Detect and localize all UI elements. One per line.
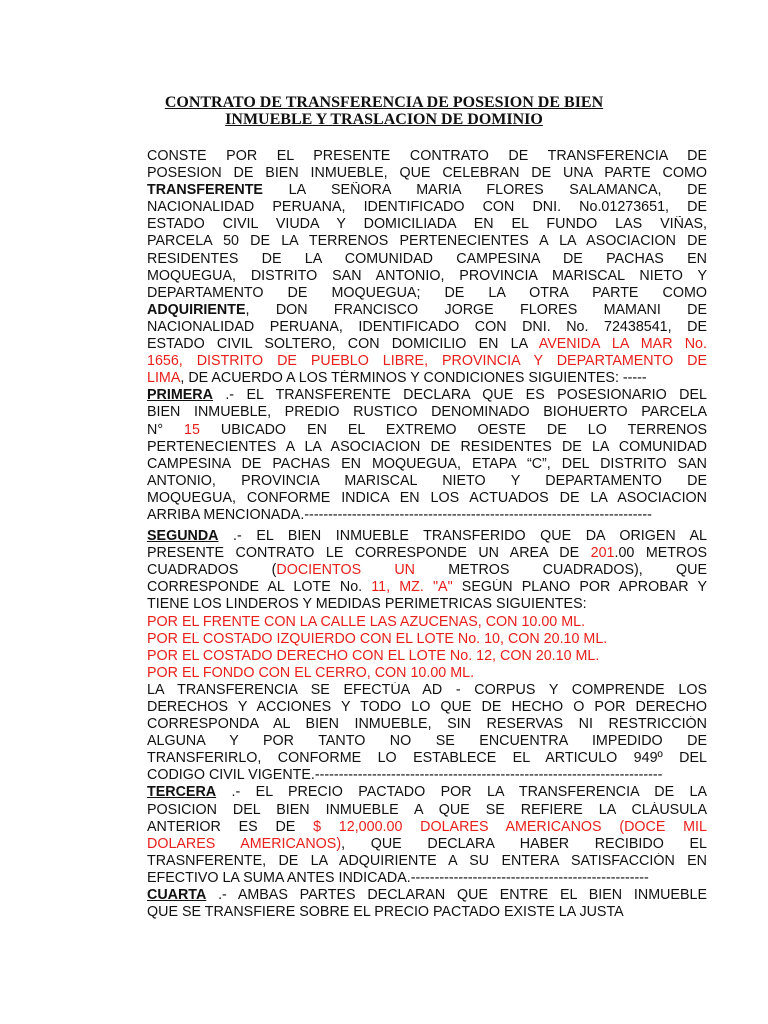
adquiriente-label: ADQUIRIENTE <box>147 301 246 318</box>
text-line: CAMPESINA DE PACHAS EN MOQUEGUA, ETAPA “C”, DEL DISTRITO SAN <box>147 455 707 472</box>
text-line: MOQUEGUA, DISTRITO SAN ANTONIO, PROVINCIA MARISCAL NIETO Y <box>147 267 707 284</box>
text-segment: ESTADO CIVIL SOLTERO, CON DOMICILIO EN LA <box>147 336 539 353</box>
text-line <box>147 528 707 545</box>
text-line: CORRESPONDA AL BIEN INMUEBLE, SIN RESERVAS NI RESTRICCIÓN <box>147 716 707 733</box>
contract-body <box>147 148 707 921</box>
text-segment: CORRESPONDE AL LOTE No. <box>147 579 372 596</box>
text-segment: , DE ACUERDO A LOS TÉRMINOS Y CONDICIONES SIGUIENTES: ----- <box>180 370 647 387</box>
text-line: LA TRANSFERENCIA SE EFECTÚA AD - CORPUS Y COMPRENDE LOS <box>147 681 707 698</box>
clause-heading-tercera: TERCERA <box>147 784 217 801</box>
text-segment: .- EL TRANSFERENTE DECLARA QUE ES POSESIONARIO DEL <box>212 387 707 404</box>
text-line: TRASNFERENTE, DE LA ADQUIRIENTE A SU ENTERA SATISFACCIÓN EN <box>147 852 707 869</box>
text-line: PERTENECIENTES A LA ASOCIACION DE RESIDENTES DE LA COMUNIDAD <box>147 438 707 455</box>
boundary-line-izquierdo: POR EL COSTADO IZQUIERDO CON EL LOTE No. 10, CON 20.10 ML. <box>147 630 608 647</box>
boundary-line-fondo: POR EL FONDO CON EL CERRO, CON 10.00 ML. <box>147 664 475 681</box>
text-segment: LA SEÑORA MARIA FLORES SALAMANCA, DE <box>262 182 707 199</box>
transferente-label: TRANSFERENTE <box>147 182 263 199</box>
text-line: MOQUEGUA, CONFORME INDICA EN LOS ACTUADOS DE LA ASOCIACION <box>147 489 707 506</box>
text-line: DEPARTAMENTO DE MOQUEGUA; DE LA OTRA PARTE COMO <box>147 284 707 301</box>
text-line: POSESION DE BIEN INMUEBLE, QUE CELEBRAN DE UNA PARTE COMO <box>147 165 707 182</box>
text-segment: METROS CUADRADOS), QUE <box>415 562 707 579</box>
text-line: ALGUNA Y POR TANTO NO SE ENCUENTRA IMPEDIDO DE <box>147 733 707 750</box>
text-segment: N° <box>147 421 185 438</box>
document-title-line-2: INMUEBLE Y TRASLACION DE DOMINIO <box>225 111 543 128</box>
text-line: ANTONIO, PROVINCIA MARISCAL NIETO Y DEPARTAMENTO DE <box>147 472 707 489</box>
text-line <box>147 562 707 579</box>
text-line <box>147 336 707 353</box>
text-segment: .- EL BIEN INMUEBLE TRANSFERIDO QUE DA ORIGEN AL <box>218 528 707 545</box>
text-line: EFECTIVO LA SUMA ANTES INDICADA.-------------------------------------------------- <box>147 869 649 886</box>
boundary-line-derecho: POR EL COSTADO DERECHO CON EL LOTE No. 12, CON 20.10 ML. <box>147 647 600 664</box>
lot-highlight: 11, MZ. "A" <box>371 579 453 596</box>
text-segment: CUADRADOS ( <box>147 562 277 579</box>
clause-heading-cuarta: CUARTA <box>147 887 207 904</box>
text-line <box>147 784 707 801</box>
text-line: PARCELA 50 DE LA TERRENOS PERTENECIENTES A LA ASOCIACION DE <box>147 233 707 250</box>
document-title-line-1: CONTRATO DE TRANSFERENCIA DE POSESION DE BIEN <box>164 94 604 111</box>
text-segment: , DON FRANCISCO JORGE FLORES MAMANI DE <box>245 301 707 318</box>
text-line <box>147 387 707 404</box>
text-segment: , QUE DECLARA HABER RECIBIDO EL <box>341 835 707 852</box>
clause-heading-primera: PRIMERA <box>147 387 213 404</box>
text-line: NACIONALIDAD PERUANA, IDENTIFICADO CON DNI. No.01273651, DE <box>147 199 707 216</box>
text-line <box>147 819 707 836</box>
text-line: RESIDENTES DE LA COMUNIDAD CAMPESINA DE PACHAS EN <box>147 250 707 267</box>
price-highlight: $ 12,000.00 DOLARES AMERICANOS (DOCE MIL <box>313 818 707 835</box>
text-segment: .- AMBAS PARTES DECLARAN QUE ENTRE EL BIEN INMUEBLE <box>206 887 707 904</box>
text-line: CONSTE POR EL PRESENTE CONTRATO DE TRANSFERENCIA DE <box>147 148 707 164</box>
address-highlight: 1656, DISTRITO DE PUEBLO LIBRE, PROVINCIA Y DEPARTAMENTO DE <box>147 353 707 370</box>
address-highlight: AVENIDA LA MAR No. <box>538 336 707 353</box>
text-line: TIENE LOS LINDEROS Y MEDIDAS PERIMETRICAS SIGUIENTES: <box>147 596 587 613</box>
text-line: DERECHOS Y ACCIONES Y TODO LO QUE DE HECHO O POR DERECHO <box>147 699 707 715</box>
address-highlight: LIMA <box>147 370 181 387</box>
text-line: POSICION DEL BIEN INMUEBLE A QUE SE REFIERE LA CLÁUSULA <box>147 801 707 818</box>
text-line <box>147 422 707 439</box>
text-line <box>147 370 707 387</box>
text-line <box>147 182 707 199</box>
text-segment: .00 METROS <box>614 545 707 562</box>
text-line <box>147 302 707 319</box>
area-highlight: 201 <box>590 545 615 562</box>
text-segment: PRESENTE CONTRATO LE CORRESPONDE UN AREA DE <box>147 545 591 562</box>
text-line: QUE SE TRANSFIERE SOBRE EL PRECIO PACTADO EXISTE LA JUSTA <box>147 904 624 921</box>
text-segment: .- EL PRECIO PACTADO POR LA TRANSFERENCIA DE LA <box>216 784 707 801</box>
text-line: BIEN INMUEBLE, PREDIO RUSTICO DENOMINADO BIOHUERTO PARCELA <box>147 404 707 421</box>
text-line: NACIONALIDAD PERUANA, IDENTIFICADO CON DNI. No. 72438541, DE <box>147 318 707 335</box>
text-segment: UBICADO EN EL EXTREMO OESTE DE LO TERRENOS <box>199 421 707 438</box>
text-line <box>147 579 707 596</box>
text-line <box>147 545 707 562</box>
text-line <box>147 887 707 904</box>
text-line: ARRIBA MENCIONADA.------------------------------------------------------------------------- <box>147 506 652 523</box>
clause-heading-segunda: SEGUNDA <box>147 528 219 545</box>
text-line: TRANSFERIRLO, CONFORME LO ESTABLECE EL ARTICULO 949º DEL <box>147 750 707 767</box>
text-segment: SEGÚN PLANO POR APROBAR Y <box>452 579 707 596</box>
text-line: ESTADO CIVIL VIUDA Y DOMICILIADA EN EL FUNDO LAS VIÑAS, <box>147 216 707 233</box>
text-line: CODIGO CIVIL VIGENTE.------------------------------------------------------------------------- <box>147 767 663 784</box>
price-highlight: DOLARES AMERICANOS) <box>147 835 342 852</box>
text-line <box>147 353 707 370</box>
text-segment: ANTERIOR ES DE <box>147 818 314 835</box>
area-words-highlight: DOCIENTOS UN <box>276 562 416 579</box>
text-line <box>147 836 707 853</box>
boundary-line-frente: POR EL FRENTE CON LA CALLE LAS AZUCENAS, CON 10.00 ML. <box>147 613 586 630</box>
parcel-number-highlight: 15 <box>184 421 200 438</box>
